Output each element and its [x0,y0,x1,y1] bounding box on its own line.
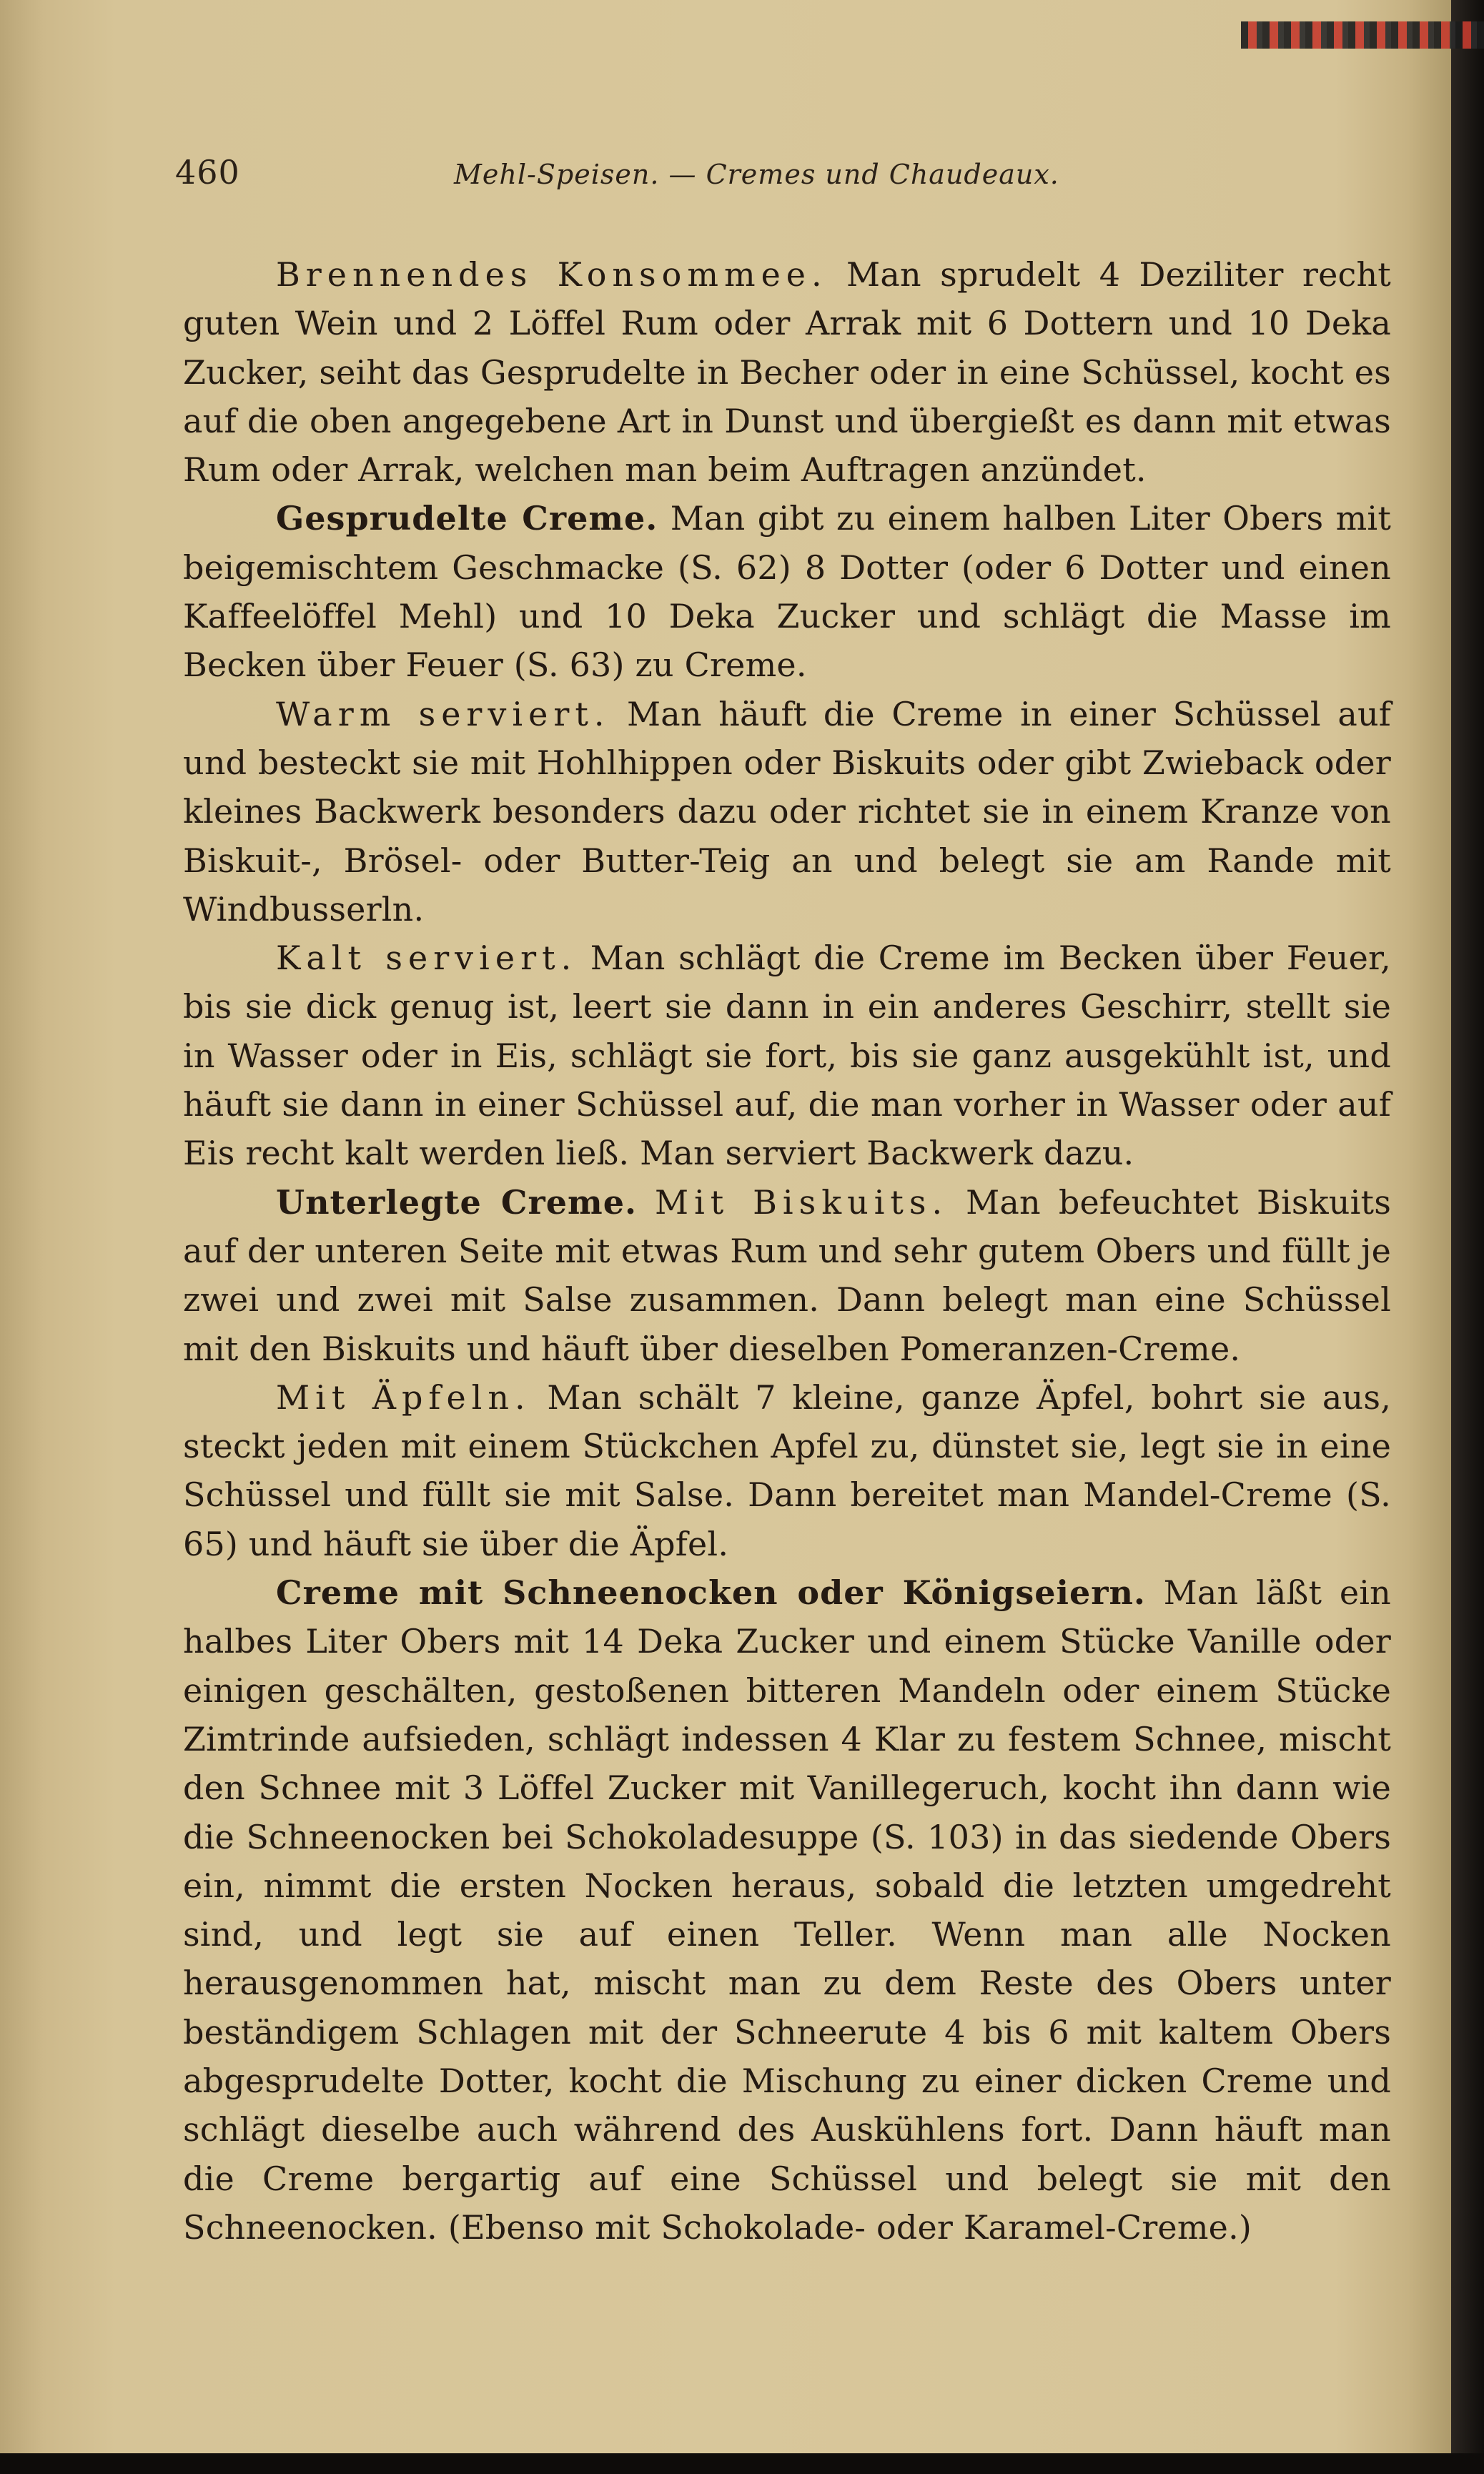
body-text [183,250,1391,2252]
scan-border [0,2453,1484,2474]
paragraph-brennendes-konsommee [183,250,1391,494]
paragraph-lead: Brennendes Konsommee. [276,255,828,294]
paragraph-creme-mit-schneenocken [183,1568,1391,2252]
recipe-heading: Unterlegte Creme. [276,1182,637,1222]
page-header [175,153,1347,203]
recipe-heading: Gesprudelte Creme. [276,499,658,538]
paragraph-text: Man befeuchtet Biskuits auf der unteren Seite mit etwas Rum und sehr gutem Obers und füllt je zwei und zwei mit Salse zusammen. Dann belegt man eine Schüssel mit den Biskuits und häuft über dieselben Pomeranzen-Creme. [183,1182,1392,1368]
paragraph-lead: Mit Äpfeln. [276,1377,531,1417]
paragraph-mit-aepfeln [183,1373,1391,1568]
paragraph-gesprudelte-creme [183,494,1391,689]
paragraph-lead: Mit Biskuits. [654,1182,949,1222]
paragraph-lead: Warm serviert. [276,694,610,733]
paragraph-text: Man schält 7 kleine, ganze Äpfel, bohrt sie aus, steckt jeden mit einem Stückchen Apfel zu, dünstet sie, legt sie in eine Schüssel und füllt sie mit Salse. Dann bereitet man Mandel-Creme (S. 65) und häuft sie über die Äpfel. [183,1377,1392,1563]
book-edge [1451,0,1484,2474]
paragraph-kalt-serviert [183,934,1391,1177]
paragraph-text: Man läßt ein halbes Liter Obers mit 14 Deka Zucker und einem Stücke Vanille oder einigen geschälten, gestoßenen bitteren Mandeln oder einem Stücke Zimtrinde aufsieden, schlägt indessen 4 Klar zu festem Schnee, mischt den Schnee mit 3 Löffel Zucker mit Vanillegeruch, kocht ihn dann wie die Schneenocken bei Schokoladesuppe (S. 103) in das siedende Obers ein, nimmt die ersten Nocken heraus, sobald die letzten umgedreht sind, und legt sie auf einen Teller. Wenn man alle Nocken herausgenommen hat, mischt man zu dem Reste des Obers unter beständigem Schlagen mit der Schneerute 4 bis 6 mit kaltem Obers abgesprudelte Dotter, kocht die Mischung zu einer dicken Creme und schlägt dieselbe auch während des Auskühlens fort. Dann häuft man die Creme bergartig auf eine Schüssel und belegt sie mit den Schneenocken. (Ebenso mit Schokolade- oder Karamel-Creme.) [183,1573,1391,2247]
paragraph-warm-serviert [183,690,1391,934]
recipe-heading: Creme mit Schneenocken oder Königseiern. [276,1573,1146,1613]
bookmark-ribbon [1241,21,1484,49]
page-number: 460 [175,153,240,192]
paragraph-lead: Kalt serviert. [276,939,578,978]
paragraph-text: Man häuft die Creme in einer Schüssel auf und besteckt sie mit Hohlhippen oder Biskuits oder gibt Zwieback oder kleines Backwerk besonders dazu oder richtet sie in einem Kranze von Biskuit-, Brösel- oder Butter-Teig an und belegt sie am Rande mit Windbusserln. [183,694,1392,929]
paragraph-text: Man gibt zu einem halben Liter Obers mit beigemischtem Geschmacke (S. 62) 8 Dotter (oder 6 Dotter und einen Kaffeelöffel Mehl) und 10 Deka Zucker und schlägt die Masse im Becken über Feuer (S. 63) zu Creme. [183,499,1392,685]
running-title: Mehl-Speisen. — Cremes und Chaudeaux. [454,159,1059,190]
paragraph-text: Man sprudelt 4 Deziliter recht guten Wein und 2 Löffel Rum oder Arrak mit 6 Dottern und 10 Deka Zucker, seiht das Gesprudelte in Becher oder in eine Schüssel, kocht es auf die oben angegebene Art in Dunst und übergießt es dann mit etwas Rum oder Arrak, welchen man beim Auftragen anzündet. [183,255,1391,490]
paragraph-unterlegte-creme [183,1178,1391,1373]
paragraph-text: Man schlägt die Creme im Becken über Feuer, bis sie dick genug ist, leert sie dann in ein anderes Geschirr, stellt sie in Wasser oder in Eis, schlägt sie fort, bis sie ganz ausgekühlt ist, und häuft sie dann in einer Schüssel auf, die man vorher in Wasser oder auf Eis recht kalt werden ließ. Man serviert Backwerk dazu. [183,939,1391,1173]
